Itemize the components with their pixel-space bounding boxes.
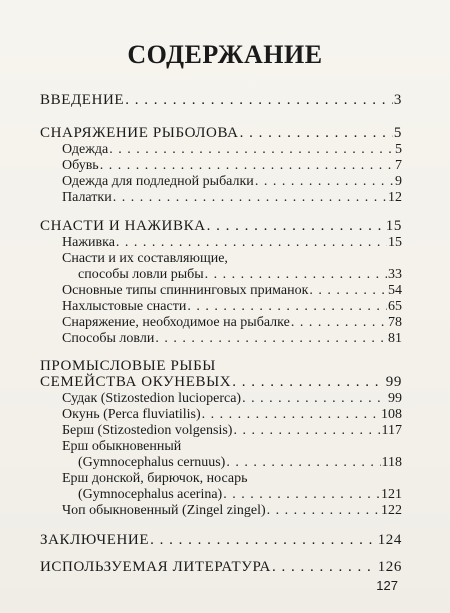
leader-dots <box>223 487 380 503</box>
leader-dots <box>125 92 393 109</box>
leader-dots <box>205 267 387 283</box>
toc-entry-page: 99 <box>385 374 402 390</box>
toc-entry-page: 99 <box>388 391 402 406</box>
leader-dots <box>113 190 387 206</box>
toc-entry-tackle-methods[interactable] <box>62 267 402 283</box>
toc-entry-commercial-fish-line1: ПРОМЫСЛОВЫЕ РЫБЫ <box>40 358 216 374</box>
toc-entry-zander[interactable] <box>62 391 402 407</box>
toc-entry-page: 118 <box>381 455 402 470</box>
toc-entry-page: 54 <box>388 283 402 298</box>
toc-entry-label: Одежда для подледной рыбалки <box>62 174 254 189</box>
toc-entry-page: 117 <box>381 423 402 438</box>
toc-entry-tents[interactable] <box>62 190 402 206</box>
toc-entry-label: Чоп обыкновенный (Zingel zingel) <box>62 503 266 518</box>
toc-entry-ruffe-line1: Ерш обыкновенный <box>62 439 182 454</box>
toc-entry-label: Наживка <box>62 235 115 250</box>
leader-dots <box>150 532 377 549</box>
toc-entry-equipment[interactable] <box>40 125 402 142</box>
leader-dots <box>267 503 380 519</box>
toc-entry-label: Окунь (Perca fluviatilis) <box>62 407 201 422</box>
toc-entry-page: 126 <box>377 559 402 575</box>
leader-dots <box>240 125 393 142</box>
toc-entry-label: способы ловли рыбы <box>78 267 204 282</box>
leader-dots <box>187 299 387 315</box>
toc-entry-gear[interactable] <box>62 315 402 331</box>
toc-entry-references[interactable] <box>40 559 402 576</box>
toc-entry-label: Основные типы спиннинговых приманок <box>62 283 309 298</box>
toc-entry-page: 81 <box>388 331 402 346</box>
leader-dots <box>233 423 380 439</box>
toc-entry-label: Нахлыстовые снасти <box>62 299 187 314</box>
toc-entry-conclusion[interactable] <box>40 532 402 549</box>
toc-entry-label: (Gymnocephalus acerina) <box>78 487 223 502</box>
page-title: СОДЕРЖАНИЕ <box>127 40 323 69</box>
leader-dots <box>309 283 387 299</box>
toc-entry-label: Способы ловли <box>62 331 155 346</box>
leader-dots <box>100 158 394 174</box>
toc-entry-spinning-lures[interactable] <box>62 283 402 299</box>
toc-entry-zingel[interactable] <box>62 503 402 519</box>
toc-entry-page: 15 <box>388 235 402 250</box>
page-number: 127 <box>376 578 398 593</box>
toc-entry-label: Одежда <box>62 142 109 157</box>
toc-entry-page: 65 <box>388 299 402 314</box>
toc-entry-label: СЕМЕЙСТВА ОКУНЕВЫХ <box>40 374 232 390</box>
toc-entry-label: Обувь <box>62 158 99 173</box>
leader-dots <box>226 455 380 471</box>
toc-entry-footwear[interactable] <box>62 158 402 174</box>
leader-dots <box>255 174 394 190</box>
toc-entry-page: 108 <box>381 407 402 422</box>
toc-entry-page: 78 <box>388 315 402 330</box>
leader-dots <box>109 142 394 158</box>
toc-entry-tackle-bait[interactable] <box>40 218 402 235</box>
toc-entry-introduction[interactable] <box>40 92 402 109</box>
toc-entry-fishing-methods[interactable] <box>62 331 402 347</box>
toc-entry-page: 12 <box>388 190 402 205</box>
toc-entry-label: ЗАКЛЮЧЕНИЕ <box>40 532 150 548</box>
toc-entry-page: 5 <box>393 125 402 141</box>
toc-entry-label: Палатки <box>62 190 112 205</box>
leader-dots <box>207 218 385 235</box>
toc-entry-bait[interactable] <box>62 235 402 251</box>
toc-entry-page: 15 <box>385 218 402 234</box>
toc-entry-tackle-line1: Снасти и их составляющие, <box>62 251 228 266</box>
leader-dots <box>242 391 387 407</box>
toc-entry-page: 122 <box>381 503 402 518</box>
leader-dots <box>155 331 387 347</box>
toc-entry-page: 5 <box>395 142 402 157</box>
toc-entry-label: ИСПОЛЬЗУЕМАЯ ЛИТЕРАТУРА <box>40 559 271 575</box>
leader-dots <box>291 315 387 331</box>
toc-entry-perch[interactable] <box>62 407 402 423</box>
toc-entry-clothing[interactable] <box>62 142 402 158</box>
toc-entry-page: 33 <box>388 267 402 282</box>
leader-dots <box>202 407 380 423</box>
toc-entry-don-ruffe[interactable] <box>62 487 402 503</box>
toc-entry-page: 121 <box>381 487 402 502</box>
toc-entry-label: СНАСТИ И НАЖИВКА <box>40 218 206 234</box>
toc-entry-perch-family[interactable] <box>40 374 402 391</box>
toc-entry-page: 3 <box>393 92 402 108</box>
toc-entry-label: Судак (Stizostedion lucioperca) <box>62 391 242 406</box>
toc-entry-label: ВВЕДЕНИЕ <box>40 92 125 108</box>
toc-entry-ice-clothing[interactable] <box>62 174 402 190</box>
toc-entry-page: 7 <box>395 158 402 173</box>
leader-dots <box>232 374 385 391</box>
toc-entry-label: (Gymnocephalus cernuus) <box>78 455 226 470</box>
toc-entry-page: 124 <box>377 532 402 548</box>
toc-entry-volga-zander[interactable] <box>62 423 402 439</box>
toc-entry-label: Снаряжение, необходимое на рыбалке <box>62 315 290 330</box>
toc-entry-ruffe[interactable] <box>62 455 402 471</box>
leader-dots <box>272 559 377 576</box>
toc-entry-label: Берш (Stizostedion volgensis) <box>62 423 233 438</box>
toc-entry-label: СНАРЯЖЕНИЕ РЫБОЛОВА <box>40 125 239 141</box>
toc-entry-fly-tackle[interactable] <box>62 299 402 315</box>
toc-entry-page: 9 <box>395 174 402 189</box>
leader-dots <box>116 235 387 251</box>
toc-entry-don-ruffe-line1: Ерш донской, бирючок, носарь <box>62 471 248 486</box>
